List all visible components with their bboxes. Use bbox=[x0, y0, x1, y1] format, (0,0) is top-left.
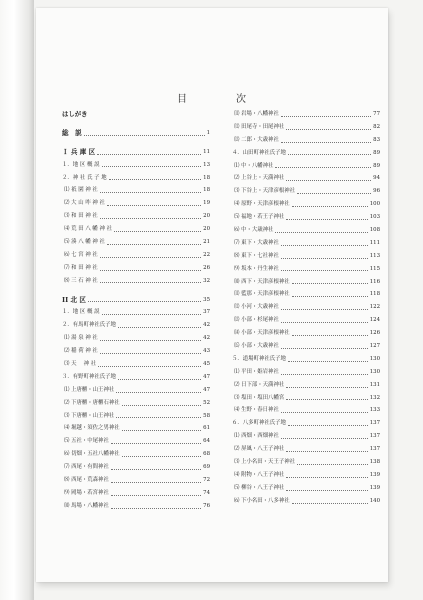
toc-entry-title: Ｉ 兵 庫 区 bbox=[62, 147, 96, 156]
toc-dot-leader bbox=[109, 179, 201, 180]
toc-entry-page: 113 bbox=[369, 252, 380, 259]
toc-entry-page: 124 bbox=[369, 317, 380, 324]
toc-entry-title: ⑹ 切畑・五社八幡神社 bbox=[64, 451, 120, 458]
toc-dot-leader bbox=[281, 348, 368, 349]
toc-entry-page: 137 bbox=[369, 420, 380, 427]
book-spine-shadow bbox=[0, 0, 34, 600]
toc-entry[interactable] bbox=[232, 147, 380, 160]
toc-dot-leader bbox=[118, 379, 201, 380]
toc-entry-page: 132 bbox=[369, 394, 380, 401]
toc-entry-title: ⑷ 堀越・須佐之男神社 bbox=[64, 425, 120, 432]
toc-entry-page: 138 bbox=[369, 459, 380, 466]
toc-dot-leader bbox=[281, 309, 368, 310]
toc-entry-page: 137 bbox=[369, 446, 380, 453]
toc-entry-page: 69 bbox=[203, 464, 210, 471]
toc-dot-leader bbox=[100, 257, 201, 258]
toc-entry-page: 42 bbox=[203, 335, 210, 342]
toc-entry[interactable] bbox=[232, 301, 380, 314]
toc-entry[interactable] bbox=[232, 121, 380, 134]
toc-entry[interactable] bbox=[62, 127, 210, 140]
toc-dot-leader bbox=[288, 361, 368, 362]
toc-entry[interactable] bbox=[232, 366, 380, 379]
toc-entry-title: ⑿ 田尾寺・田尾神社 bbox=[234, 123, 285, 130]
toc-dot-leader bbox=[281, 374, 368, 375]
toc-entry-title: ⑴ 上唐櫃・山王神社 bbox=[64, 386, 115, 393]
toc-entry-title: ⑵ 屏風・八王子神社 bbox=[234, 446, 285, 453]
toc-dot-leader bbox=[281, 270, 368, 271]
toc-entry[interactable] bbox=[62, 410, 210, 423]
toc-entry-title: ⑼ 坂本・丹生神社 bbox=[234, 265, 279, 272]
toc-entry[interactable] bbox=[232, 443, 380, 456]
toc-title-char-1: 目 bbox=[177, 94, 188, 105]
toc-entry[interactable] bbox=[62, 500, 210, 513]
toc-dot-leader bbox=[292, 206, 368, 207]
toc-entry[interactable] bbox=[62, 371, 210, 384]
toc-entry-page: 103 bbox=[369, 214, 380, 221]
toc-entry-page: 68 bbox=[203, 451, 210, 458]
toc-dot-leader bbox=[275, 232, 368, 233]
toc-entry-page: 64 bbox=[203, 438, 210, 445]
toc-entry[interactable] bbox=[232, 108, 380, 121]
toc-entry-page: 89 bbox=[373, 149, 380, 156]
toc-entry[interactable] bbox=[232, 160, 380, 173]
toc-entry[interactable] bbox=[62, 422, 210, 435]
toc-entry[interactable] bbox=[232, 288, 380, 301]
toc-entry[interactable] bbox=[62, 108, 210, 121]
toc-dot-leader bbox=[281, 412, 368, 413]
toc-entry-page: 42 bbox=[203, 322, 210, 329]
toc-entry-page: 122 bbox=[369, 304, 380, 311]
toc-entry[interactable] bbox=[62, 249, 210, 262]
toc-dot-leader bbox=[281, 142, 371, 143]
toc-dot-leader bbox=[297, 464, 368, 465]
toc-entry-page: 111 bbox=[369, 239, 380, 246]
toc-dot-leader bbox=[275, 167, 371, 168]
toc-entry[interactable] bbox=[232, 276, 380, 289]
toc-entry-title: １．地 区 概 説 bbox=[62, 309, 100, 316]
toc-entry[interactable] bbox=[62, 461, 210, 474]
toc-entry[interactable] bbox=[62, 210, 210, 223]
toc-dot-leader bbox=[102, 314, 201, 315]
toc-entry-page: 83 bbox=[373, 136, 380, 143]
toc-entry-page: 82 bbox=[373, 123, 380, 130]
toc-dot-leader bbox=[292, 335, 368, 336]
toc-entry-title: ２．神 社 氏 子 地 bbox=[62, 174, 107, 181]
toc-dot-leader bbox=[107, 244, 201, 245]
toc-entry[interactable] bbox=[232, 469, 380, 482]
toc-entry[interactable] bbox=[232, 495, 380, 508]
toc-entry-page: 131 bbox=[369, 381, 380, 388]
toc-entry-title: ⑴ 祇 園 神 社 bbox=[64, 187, 98, 194]
toc-entry-page: 139 bbox=[369, 471, 380, 478]
toc-entry[interactable] bbox=[232, 327, 380, 340]
toc-entry-page: 115 bbox=[369, 265, 380, 272]
toc-entry-page: 96 bbox=[373, 188, 380, 195]
toc-dot-leader bbox=[111, 495, 201, 496]
toc-entry-title: ⑶ 下唐櫃・山王神社 bbox=[64, 412, 115, 419]
toc-dot-leader bbox=[288, 154, 371, 155]
toc-dot-leader bbox=[116, 392, 201, 393]
toc-entry-title: ⑻ 東下・七社神社 bbox=[234, 252, 279, 259]
toc-entry-title: ⑷ 原野・天津彦根神社 bbox=[234, 201, 290, 208]
toc-dot-leader bbox=[84, 135, 205, 136]
toc-dot-leader bbox=[111, 443, 201, 444]
toc-column-right bbox=[232, 108, 380, 508]
toc-entry[interactable] bbox=[232, 417, 380, 430]
toc-dot-leader bbox=[286, 451, 368, 452]
toc-entry-page: 130 bbox=[369, 368, 380, 375]
toc-entry-title: ⑽ 西下・天津彦根神社 bbox=[234, 278, 290, 285]
toc-entry-title: ⑹ 中・大歳神社 bbox=[234, 227, 274, 234]
book-page bbox=[36, 8, 388, 582]
toc-dot-leader bbox=[122, 430, 201, 431]
toc-dot-leader bbox=[122, 405, 201, 406]
toc-entry-page: 61 bbox=[203, 425, 210, 432]
toc-entry-page: 133 bbox=[369, 407, 380, 414]
toc-dot-leader bbox=[107, 205, 201, 206]
toc-dot-leader bbox=[281, 258, 368, 259]
toc-entry-page: 140 bbox=[369, 497, 380, 504]
toc-entry-title: ⑶ 下谷上・天津彦根神社 bbox=[234, 188, 296, 195]
toc-entry[interactable] bbox=[232, 340, 380, 353]
toc-entry-page: 89 bbox=[373, 162, 380, 169]
toc-entry-title: ⑸ 湊 八 幡 神 社 bbox=[64, 239, 105, 246]
toc-dot-leader bbox=[286, 129, 371, 130]
toc-entry-page: 76 bbox=[203, 502, 210, 509]
toc-entry[interactable] bbox=[62, 358, 210, 371]
toc-entry[interactable] bbox=[62, 435, 210, 448]
toc-entry[interactable] bbox=[232, 211, 380, 224]
toc-entry-title: ⒀ 小部・杉尾神社 bbox=[234, 317, 279, 324]
toc-entry[interactable] bbox=[62, 172, 210, 185]
toc-entry-title: ⑸ 柳谷・八王子神社 bbox=[234, 484, 285, 491]
toc-entry-title: ⑶ 天 神 社 bbox=[64, 361, 97, 368]
toc-entry-page: 13 bbox=[203, 161, 210, 168]
toc-dot-leader bbox=[111, 469, 201, 470]
toc-entry-title: ⑵ 稲 荷 神 社 bbox=[64, 348, 98, 355]
toc-entry-title: ⑷ 荒 田 八 幡 神 社 bbox=[64, 226, 113, 233]
toc-dot-leader bbox=[122, 456, 201, 457]
toc-entry[interactable] bbox=[232, 237, 380, 250]
toc-dot-leader bbox=[281, 116, 371, 117]
toc-entry-title: ⑴ 西畑・西畑神社 bbox=[234, 433, 279, 440]
toc-entry-page: 35 bbox=[203, 296, 210, 303]
toc-entry-title: ⑼ 岡場・若宮神社 bbox=[64, 489, 109, 496]
toc-dot-leader bbox=[286, 399, 368, 400]
toc-dot-leader bbox=[88, 301, 201, 302]
toc-entry-page: 18 bbox=[203, 174, 210, 181]
toc-entry-page: 108 bbox=[369, 227, 380, 234]
toc-entry-title: ⑸ 五社・中尾神社 bbox=[64, 438, 109, 445]
toc-entry[interactable] bbox=[62, 294, 210, 307]
toc-entry-page: 20 bbox=[203, 213, 210, 220]
toc-entry[interactable] bbox=[62, 397, 210, 410]
toc-dot-leader bbox=[286, 387, 368, 388]
toc-entry[interactable] bbox=[62, 345, 210, 358]
toc-entry-title: II 北 区 bbox=[62, 295, 86, 304]
toc-dot-leader bbox=[116, 417, 201, 418]
toc-dot-leader bbox=[114, 231, 201, 232]
toc-entry[interactable] bbox=[232, 430, 380, 443]
toc-entry-page: 139 bbox=[369, 484, 380, 491]
toc-entry[interactable] bbox=[232, 172, 380, 185]
toc-entry-page: 1 bbox=[206, 129, 210, 136]
toc-entry[interactable] bbox=[232, 482, 380, 495]
toc-entry-title: ⑺ 東下・大歳神社 bbox=[234, 239, 279, 246]
toc-entry-page: 11 bbox=[203, 148, 210, 155]
toc-dot-leader bbox=[292, 503, 368, 504]
toc-entry[interactable] bbox=[62, 448, 210, 461]
toc-dot-leader bbox=[281, 322, 368, 323]
toc-dot-leader bbox=[286, 219, 368, 220]
toc-entry-title: ⑾ 岩場・八幡神社 bbox=[234, 111, 279, 117]
toc-entry[interactable] bbox=[62, 197, 210, 210]
toc-entry-page: 47 bbox=[203, 386, 210, 393]
toc-entry-page: 127 bbox=[369, 343, 380, 350]
toc-dot-leader bbox=[281, 245, 368, 246]
toc-entry-title: ⑵ 日下部・天満神社 bbox=[234, 381, 285, 388]
toc-entry-page: 72 bbox=[203, 477, 210, 484]
toc-entry[interactable] bbox=[232, 263, 380, 276]
toc-entry-title: ⑶ 塩田・塩田八幡宮 bbox=[234, 394, 285, 401]
toc-dot-leader bbox=[100, 340, 201, 341]
toc-entry[interactable] bbox=[232, 314, 380, 327]
toc-entry-title: ⑿ 小河・大歳神社 bbox=[234, 304, 279, 311]
toc-entry-title: ⑶ 和 田 神 社 bbox=[64, 213, 98, 220]
toc-entry[interactable] bbox=[62, 146, 210, 159]
toc-entry[interactable] bbox=[232, 224, 380, 237]
toc-entry-title: ⑶ 上小名田・天王子神社 bbox=[234, 459, 296, 466]
toc-entry[interactable] bbox=[232, 198, 380, 211]
toc-dot-leader bbox=[100, 192, 201, 193]
toc-dot-leader bbox=[98, 366, 201, 367]
toc-entry-page: 130 bbox=[369, 355, 380, 362]
toc-entry[interactable] bbox=[62, 306, 210, 319]
toc-entry-page: 126 bbox=[369, 330, 380, 337]
toc-entry-page: 77 bbox=[373, 111, 380, 117]
toc-entry[interactable] bbox=[62, 487, 210, 500]
toc-entry[interactable] bbox=[62, 262, 210, 275]
toc-entry-page: 20 bbox=[203, 226, 210, 233]
toc-dot-leader bbox=[118, 327, 201, 328]
toc-entry[interactable] bbox=[62, 159, 210, 172]
toc-entry-page: 43 bbox=[203, 348, 210, 355]
toc-entry-page: 47 bbox=[203, 373, 210, 380]
toc-entry-title: 総 説 bbox=[62, 128, 82, 137]
toc-entry-page: 18 bbox=[203, 187, 210, 194]
toc-dot-leader bbox=[286, 490, 368, 491]
toc-entry-title: ⑴ 平田・姫岩神社 bbox=[234, 368, 279, 375]
toc-entry-title: ⑴ 中・八幡神社 bbox=[234, 162, 274, 169]
toc-entry[interactable] bbox=[232, 404, 380, 417]
toc-entry-title: ３．有野町神社氏子地 bbox=[62, 373, 116, 380]
toc-entry[interactable] bbox=[232, 353, 380, 366]
toc-entry-title: ５．道場町神社氏子地 bbox=[232, 355, 286, 362]
toc-entry-title: ⑹ 七 宮 神 社 bbox=[64, 251, 98, 258]
toc-entry[interactable] bbox=[232, 392, 380, 405]
toc-entry-page: 26 bbox=[203, 264, 210, 271]
toc-entry-title: ６．八多町神社氏子地 bbox=[232, 420, 286, 427]
toc-entry-page: 94 bbox=[373, 175, 380, 182]
toc-entry-page: 116 bbox=[369, 278, 380, 285]
toc-title bbox=[36, 90, 388, 105]
toc-entry-page: 100 bbox=[369, 201, 380, 208]
toc-dot-leader bbox=[111, 508, 201, 509]
toc-entry-page: 22 bbox=[203, 251, 210, 258]
toc-entry-title: ⑵ 下唐櫃・唐櫃石神社 bbox=[64, 399, 120, 406]
toc-entry-title: ⒀ 二郎・大歳神社 bbox=[234, 136, 279, 143]
toc-entry[interactable] bbox=[62, 275, 210, 288]
toc-entry[interactable] bbox=[62, 236, 210, 249]
toc-dot-leader bbox=[97, 154, 201, 155]
toc-entry-title: ⑽ 馬場・八幡神社 bbox=[64, 502, 109, 509]
toc-entry[interactable] bbox=[232, 134, 380, 147]
toc-entry-page: 58 bbox=[203, 412, 210, 419]
toc-entry-title: ⑸ 福地・若王子神社 bbox=[234, 214, 285, 221]
toc-entry-page: 19 bbox=[203, 200, 210, 207]
toc-entry[interactable] bbox=[232, 185, 380, 198]
toc-dot-leader bbox=[100, 353, 201, 354]
toc-entry-title: ⑷ 附物・八王子神社 bbox=[234, 471, 285, 478]
toc-entry[interactable] bbox=[62, 332, 210, 345]
toc-entry-title: はしがき bbox=[62, 110, 88, 118]
toc-entry-title: ⑹ 下小名田・八多神社 bbox=[234, 497, 290, 504]
toc-entry-title: ⑴ 湯 泉 神 社 bbox=[64, 335, 98, 342]
toc-entry[interactable] bbox=[62, 223, 210, 236]
toc-dot-leader bbox=[100, 282, 201, 283]
toc-entry[interactable] bbox=[62, 384, 210, 397]
toc-entry-title: ⑾ 藍那・天津彦根神社 bbox=[234, 291, 290, 298]
toc-entry-page: 45 bbox=[203, 361, 210, 368]
toc-entry-page: 74 bbox=[203, 489, 210, 496]
toc-dot-leader bbox=[292, 283, 368, 284]
toc-dot-leader bbox=[288, 425, 368, 426]
toc-entry[interactable] bbox=[62, 319, 210, 332]
toc-dot-leader bbox=[111, 482, 201, 483]
toc-dot-leader bbox=[292, 296, 368, 297]
toc-entry-title: ⑻ 三 石 神 社 bbox=[64, 277, 98, 284]
toc-entry-page: 32 bbox=[203, 277, 210, 284]
toc-entry[interactable] bbox=[62, 184, 210, 197]
toc-entry-title: １．地 区 概 説 bbox=[62, 161, 100, 168]
toc-entry-page: 37 bbox=[203, 309, 210, 316]
toc-column-left bbox=[62, 108, 210, 513]
toc-entry[interactable] bbox=[232, 456, 380, 469]
toc-entry-title: ⑵ 上谷上・天満神社 bbox=[234, 175, 285, 182]
toc-entry-title: ⒂ 小部・大歳神社 bbox=[234, 343, 279, 350]
toc-dot-leader bbox=[100, 218, 201, 219]
toc-entry-page: 21 bbox=[203, 239, 210, 246]
toc-dot-leader bbox=[286, 180, 371, 181]
toc-entry-title: ４．山田町神社氏子地 bbox=[232, 149, 286, 156]
toc-dot-leader bbox=[297, 193, 371, 194]
toc-entry-title: ⑺ 西尾・有間神社 bbox=[64, 464, 109, 471]
toc-entry[interactable] bbox=[232, 250, 380, 263]
toc-entry-title: ⒁ 小部・天津彦根神社 bbox=[234, 330, 290, 337]
toc-dot-leader bbox=[286, 477, 368, 478]
toc-entry-page: 137 bbox=[369, 433, 380, 440]
toc-dot-leader bbox=[281, 438, 368, 439]
toc-entry-title: ⑵ 大 山 咋 神 社 bbox=[64, 200, 105, 207]
toc-entry[interactable] bbox=[232, 379, 380, 392]
toc-entry[interactable] bbox=[62, 474, 210, 487]
toc-entry-title: ⑺ 和 田 神 社 bbox=[64, 264, 98, 271]
toc-entry-page: 52 bbox=[203, 399, 210, 406]
toc-entry-page: 118 bbox=[369, 291, 380, 298]
toc-dot-leader bbox=[100, 270, 201, 271]
toc-entry-title: ２．有馬町神社氏子地 bbox=[62, 322, 116, 329]
toc-title-char-2: 次 bbox=[236, 94, 247, 105]
toc-entry-title: ⑷ 生野・春日神社 bbox=[234, 407, 279, 414]
toc-entry-title: ⑻ 西尾・荒森神社 bbox=[64, 477, 109, 484]
toc-dot-leader bbox=[102, 166, 201, 167]
